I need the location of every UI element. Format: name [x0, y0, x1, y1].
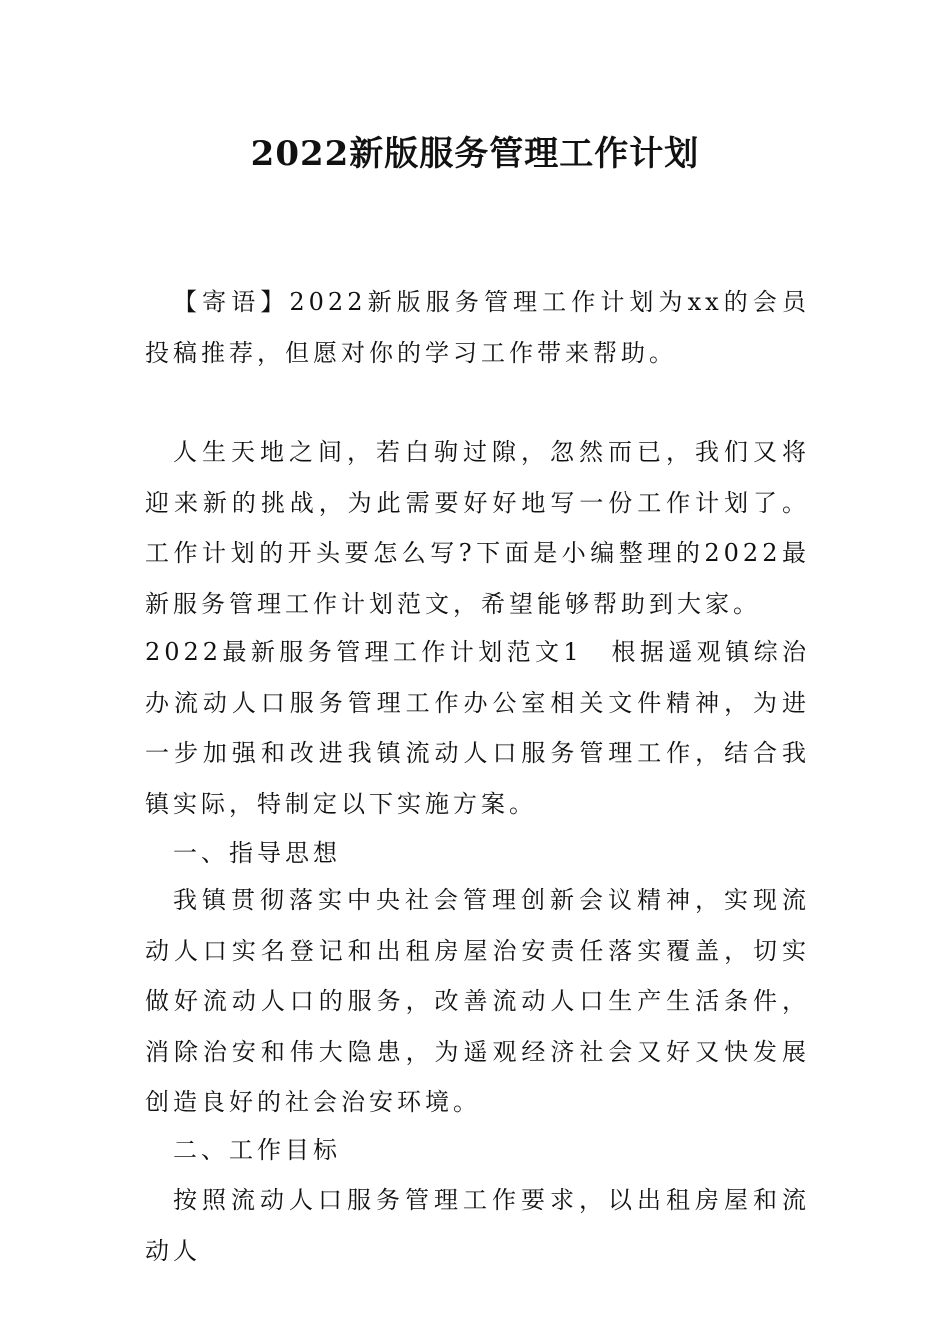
- section-one-paragraph: 我镇贯彻落实中央社会管理创新会议精神，实现流动人口实名登记和出租房屋治安责任落实覆盖，切实做好流动人口的服务，改善流动人口生产生活条件，消除治安和伟大隐患，为遥观经济社会又好又快发展创造良好的社会治安环境。: [145, 886, 810, 1116]
- section-one-heading: 一、指导思想: [173, 839, 341, 867]
- section-two-heading: 二、工作目标: [173, 1136, 341, 1164]
- section-two-paragraph: 按照流动人口服务管理工作要求，以出租房屋和流动人: [145, 1186, 810, 1265]
- document-title: 2022新版服务管理工作计划: [250, 134, 700, 174]
- sample-opening-paragraph: 2022最新服务管理工作计划范文1 根据遥观镇综治办流动人口服务管理工作办公室相关文件精神，为进一步加强和改进我镇流动人口服务管理工作，结合我镇实际，特制定以下实施方案。: [145, 638, 810, 818]
- intro-paragraph: 【寄语】2022新版服务管理工作计划为xx的会员投稿推荐，但愿对你的学习工作带来帮助。: [145, 288, 810, 367]
- lead-paragraph: 人生天地之间，若白驹过隙，忽然而已，我们又将迎来新的挑战，为此需要好好地写一份工作计划了。工作计划的开头要怎么写?下面是小编整理的2022最新服务管理工作计划范文，希望能够帮助到大家。: [145, 438, 810, 618]
